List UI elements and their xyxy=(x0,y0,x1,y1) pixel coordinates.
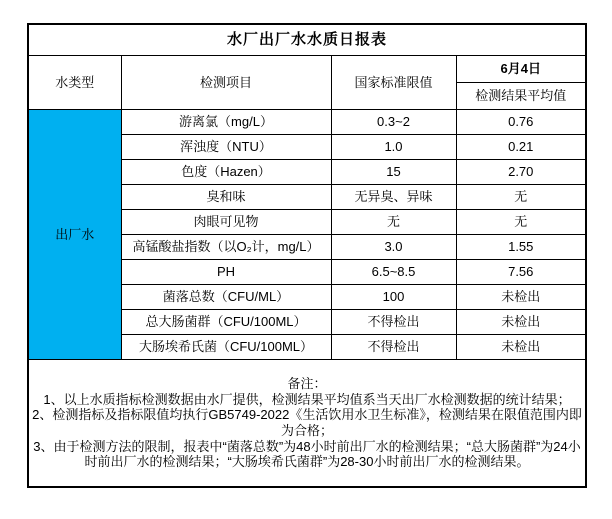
result-cell: 未检出 xyxy=(456,335,586,360)
water-type-cell: 出厂水 xyxy=(28,110,121,360)
water-quality-table xyxy=(27,23,587,488)
result-cell: 0.76 xyxy=(456,110,586,135)
page-title: 水厂出厂水水质日报表 xyxy=(28,24,586,56)
note-line: 备注： xyxy=(287,376,327,392)
limit-cell: 15 xyxy=(331,160,456,185)
header-national-limit: 国家标准限值 xyxy=(331,56,456,110)
test-item-cell: 浑浊度（NTU） xyxy=(121,135,331,160)
result-cell: 1.55 xyxy=(456,235,586,260)
test-item-cell: 肉眼可见物 xyxy=(121,210,331,235)
header-result-avg: 检测结果平均值 xyxy=(456,83,586,110)
header-test-item: 检测项目 xyxy=(121,56,331,110)
result-cell: 7.56 xyxy=(456,260,586,285)
limit-cell: 无 xyxy=(331,210,456,235)
notes-cell xyxy=(28,360,586,488)
test-item-cell: 大肠埃希氏菌（CFU/100ML） xyxy=(121,335,331,360)
test-item-cell: 色度（Hazen） xyxy=(121,160,331,185)
test-item-cell: 臭和味 xyxy=(121,185,331,210)
note-line: 1、以上水质指标检测数据由水厂提供，检测结果平均值系当天出厂水检测数据的统计结果； xyxy=(43,391,571,407)
test-item-cell: 总大肠菌群（CFU/100ML） xyxy=(121,310,331,335)
table-row xyxy=(28,110,586,135)
limit-cell: 100 xyxy=(331,285,456,310)
result-cell: 未检出 xyxy=(456,285,586,310)
result-cell: 2.70 xyxy=(456,160,586,185)
limit-cell: 3.0 xyxy=(331,235,456,260)
limit-cell: 不得检出 xyxy=(331,335,456,360)
header-water-type: 水类型 xyxy=(28,56,121,110)
limit-cell: 无异臭、异味 xyxy=(331,185,456,210)
test-item-cell: 高锰酸盐指数（以O₂计，mg/L） xyxy=(121,235,331,260)
test-item-cell: 菌落总数（CFU/ML） xyxy=(121,285,331,310)
note-line: 3、由于检测方法的限制，报表中“菌落总数”为48小时前出厂水的检测结果；“总大肠菌群”为24小时前出厂水的检测结果；“大肠埃希氏菌群”为28-30小时前出厂水的检测结果。 xyxy=(33,438,581,470)
test-item-cell: PH xyxy=(121,260,331,285)
result-cell: 无 xyxy=(456,210,586,235)
result-cell: 未检出 xyxy=(456,310,586,335)
limit-cell: 0.3~2 xyxy=(331,110,456,135)
title-row xyxy=(28,24,586,56)
header-date: 6月4日 xyxy=(456,56,586,83)
test-item-cell: 游离氯（mg/L） xyxy=(121,110,331,135)
limit-cell: 1.0 xyxy=(331,135,456,160)
result-cell: 无 xyxy=(456,185,586,210)
note-line: 2、检测指标及指标限值均执行GB5749-2022《生活饮用水卫生标准》，检测结果在限值范围内即为合格； xyxy=(32,407,582,438)
limit-cell: 6.5~8.5 xyxy=(331,260,456,285)
header-row xyxy=(28,56,586,83)
limit-cell: 不得检出 xyxy=(331,310,456,335)
notes-row xyxy=(28,360,586,488)
result-cell: 0.21 xyxy=(456,135,586,160)
